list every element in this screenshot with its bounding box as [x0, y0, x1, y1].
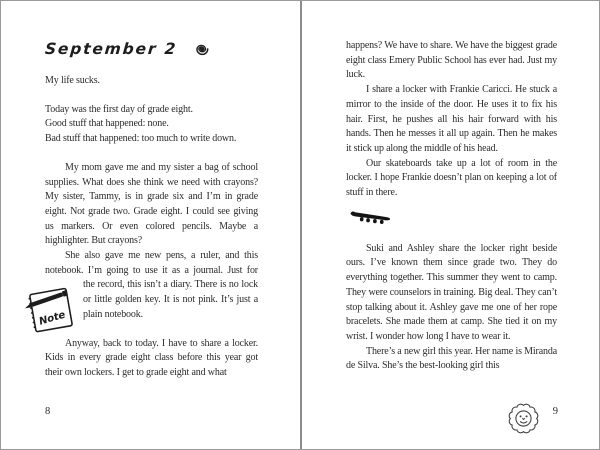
intro-line: My life sucks.: [45, 75, 100, 86]
paragraph: Anyway, back to today. I have to share a locker. Kids in every grade eight class before this year got their own lockers. I get to grade eight and what: [45, 337, 258, 378]
left-page: [1, 1, 300, 450]
summary-line: Bad stuff that happened: too much to write down.: [45, 133, 237, 145]
page-number-right: 9: [552, 406, 558, 418]
section-divider: [348, 209, 557, 225]
paragraph: Our skateboards take up a lot of room in the locker. I hope Frankie doesn’t plan on keeping a lot of stuff in there.: [346, 157, 557, 199]
summary-line: Good stuff that happened: none.: [45, 118, 169, 130]
notebook-doodle-label: Note: [37, 309, 67, 328]
paragraph: There’s a new girl this year. Her name is Miranda de Silva. She’s the best-looking girl this: [346, 345, 557, 372]
right-page: [302, 1, 600, 450]
curly-face-doodle-icon: [506, 402, 541, 435]
summary-line: Today was the first day of grade eight.: [45, 103, 193, 115]
notebook-doodle-icon: [19, 281, 79, 335]
summary-lines: [45, 103, 258, 147]
skateboard-doodle-icon: [348, 209, 393, 225]
chapter-header: [45, 37, 258, 61]
paragraph: Suki and Ashley share the locker right beside ours. I’ve known them since grade two. They do everything together. This summer they went to camp. They were counselors in training. Big deal. They can’t stop talking about it. Ashley gave me one of her rope bracelets. She made them at camp. She tied it on my wrist. I wonder how long I have to wear it.: [346, 242, 557, 342]
paragraph: My mom gave me and my sister a bag of school supplies. What does she think we need with crayons? My sister, Tammy, is in grade six and I’m in grade eight. Not grade two. Grade eight. I could see giving us markers. Or even colored pencils. Maybe a highlighter. But crayons?: [45, 161, 258, 247]
page-number-left: 8: [45, 406, 51, 418]
paragraph: I share a locker with Frankie Caricci. He stuck a mirror to the inside of the door. He uses it to fix his hair. First, he pushes all his hair forward with his hands. Then he messes it all up again. Then he makes it stick up along the middle of his head.: [346, 84, 557, 154]
spiral-doodle-icon: [193, 40, 211, 58]
paragraph-segment-beside-doodle: the record, this isn’t a diary. There is no lock or little golden key. It is not pink. It’s just a plain notebook.: [83, 279, 258, 320]
paragraph: happens? We have to share. We have the biggest grade eight class Emery Public School has ever had. Just my luck.: [346, 40, 557, 81]
chapter-title: September 2: [44, 39, 178, 58]
paragraph-segment: She also gave me new pens, a ruler, and this notebook. I’m going to use it as a journal. Just for: [45, 250, 258, 276]
